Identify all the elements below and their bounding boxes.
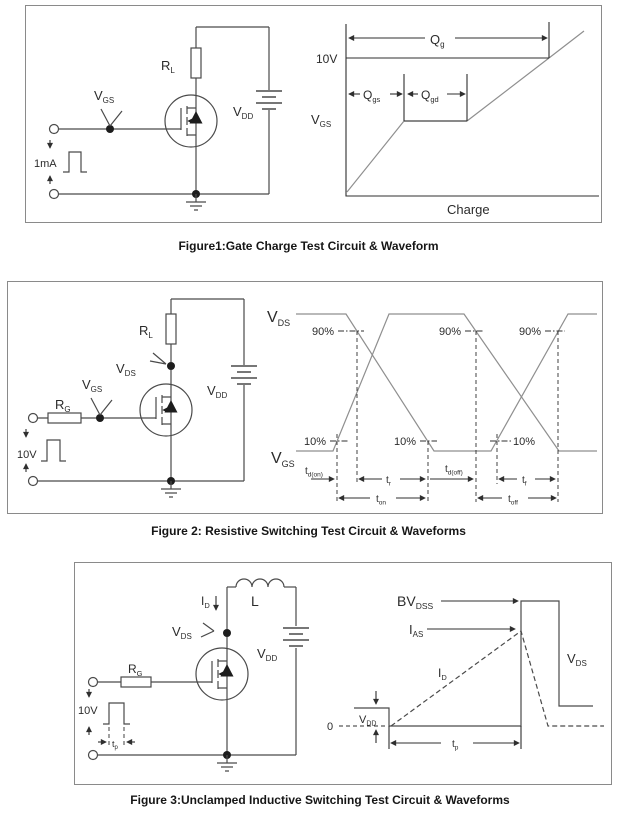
inductor bbox=[236, 579, 284, 587]
figure3-panel bbox=[74, 562, 612, 785]
rg-resistor bbox=[121, 677, 151, 687]
figure2-panel bbox=[7, 281, 603, 514]
label-rl: $R_L$ bbox=[161, 58, 175, 75]
vdd-battery bbox=[283, 628, 309, 646]
ground-symbol bbox=[217, 755, 237, 771]
figure1-caption: Figure1:Gate Charge Test Circuit & Waveform bbox=[178, 239, 439, 253]
uis-waveform bbox=[327, 593, 604, 752]
label-vdd: $V_{DD}$ bbox=[257, 646, 278, 663]
voltage-pulse-source bbox=[78, 689, 135, 751]
switching-waveforms bbox=[267, 309, 597, 507]
vgs-probe bbox=[91, 398, 112, 415]
label-vds-trace: $V_{DS}$ bbox=[267, 309, 291, 328]
label-rl: $R_L$ bbox=[139, 323, 153, 340]
label-charge-axis: Charge bbox=[447, 202, 490, 217]
ground-symbol bbox=[186, 194, 206, 210]
drain-node-dot bbox=[167, 362, 175, 370]
label-vdd: $V_{DD}$ bbox=[207, 383, 228, 400]
label-pulse-voltage: 10V bbox=[17, 449, 37, 461]
label-toff: $t_{off}$ bbox=[508, 494, 518, 507]
label-vgs-axis: $V_{GS}$ bbox=[311, 112, 332, 129]
pulse-shape bbox=[103, 703, 130, 724]
label-tp: $t_p$ bbox=[452, 739, 459, 752]
input-terminal-top bbox=[29, 414, 38, 423]
figure2-drawing bbox=[8, 282, 602, 513]
label-id: $I_D$ bbox=[201, 594, 210, 610]
label-td-off: $t_{d(off)}$ bbox=[445, 464, 463, 477]
label-90pct-3: 90% bbox=[519, 326, 542, 338]
input-terminal-top bbox=[89, 678, 98, 687]
gate-node-dot bbox=[106, 125, 114, 133]
label-vdd: $V_{DD}$ bbox=[233, 104, 254, 121]
vdd-battery bbox=[231, 366, 257, 384]
axes bbox=[346, 24, 599, 196]
figure3-drawing bbox=[75, 563, 611, 784]
voltage-pulse-source bbox=[17, 429, 66, 472]
label-vds: $V_{DS}$ bbox=[116, 361, 136, 378]
label-10pct-2: 10% bbox=[394, 436, 417, 448]
label-90pct-2: 90% bbox=[439, 326, 462, 338]
label-bvdss: $BV_{DSS}$ bbox=[397, 593, 434, 611]
figure1-panel bbox=[25, 5, 602, 223]
vds-probe bbox=[150, 353, 166, 364]
label-rg: $R_G$ bbox=[55, 397, 71, 414]
ground-symbol bbox=[161, 481, 181, 497]
label-ton: $t_{on}$ bbox=[376, 494, 387, 507]
label-vgs: $V_{GS}$ bbox=[94, 88, 115, 105]
label-inductor: L bbox=[251, 593, 259, 609]
label-pulse-current: 1mA bbox=[34, 158, 57, 170]
rl-resistor bbox=[191, 48, 201, 78]
label-rg: $R_G$ bbox=[128, 662, 143, 678]
id-trace-dashed bbox=[391, 631, 604, 726]
label-vds: $V_{DS}$ bbox=[172, 624, 192, 641]
input-terminal-top bbox=[50, 125, 59, 134]
label-qgd: $Q_{gd}$ bbox=[421, 88, 439, 104]
pulse-shape bbox=[41, 440, 66, 461]
label-90pct-1: 90% bbox=[312, 326, 335, 338]
figure2-caption: Figure 2: Resistive Switching Test Circuit & Waveforms bbox=[151, 524, 466, 538]
input-terminal-bottom bbox=[89, 751, 98, 760]
figure1-drawing bbox=[26, 6, 601, 222]
pulse-shape bbox=[63, 152, 87, 172]
label-pulse-voltage: 10V bbox=[78, 705, 98, 717]
label-vds-trace: $V_{DS}$ bbox=[567, 651, 587, 668]
label-qg: $Q_g$ bbox=[430, 32, 445, 49]
label-tp-pulse: $t_p$ bbox=[112, 739, 118, 751]
resistive-switching-test-circuit bbox=[17, 299, 257, 497]
label-vdd-level: $V_{DD}$ bbox=[359, 714, 377, 728]
rl-resistor bbox=[166, 314, 176, 344]
drain-node-dot bbox=[223, 629, 231, 637]
gate-charge-waveform bbox=[311, 22, 599, 217]
unclamped-inductive-test-circuit bbox=[78, 579, 309, 771]
input-terminal-bottom bbox=[29, 477, 38, 486]
label-ias: $I_{AS}$ bbox=[409, 622, 424, 639]
rg-resistor bbox=[48, 413, 81, 423]
vds-probe bbox=[201, 623, 214, 637]
label-10pct-1: 10% bbox=[304, 436, 327, 448]
vdd-battery bbox=[256, 91, 282, 109]
gate-charge-test-circuit bbox=[34, 27, 282, 210]
input-terminal-bottom bbox=[50, 190, 59, 199]
label-tr: $t_r$ bbox=[386, 475, 391, 488]
label-qgs: $Q_{gs}$ bbox=[363, 88, 381, 104]
current-pulse-source bbox=[34, 140, 87, 184]
label-td-on: $t_{d(on)}$ bbox=[305, 466, 323, 479]
label-zero: 0 bbox=[327, 721, 334, 733]
label-vgs-trace: $V_{GS}$ bbox=[271, 450, 295, 469]
label-10pct-3: 10% bbox=[513, 436, 536, 448]
vds-trace bbox=[354, 601, 593, 726]
label-tf: $t_f$ bbox=[522, 475, 527, 488]
gate-node-dot bbox=[96, 414, 104, 422]
label-vgs: $V_{GS}$ bbox=[82, 377, 103, 394]
vgs-probe bbox=[101, 109, 122, 126]
figure3-caption: Figure 3:Unclamped Inductive Switching Test Circuit & Waveforms bbox=[130, 793, 510, 807]
label-10v: 10V bbox=[316, 52, 338, 66]
label-id-trace: $I_D$ bbox=[438, 666, 447, 682]
